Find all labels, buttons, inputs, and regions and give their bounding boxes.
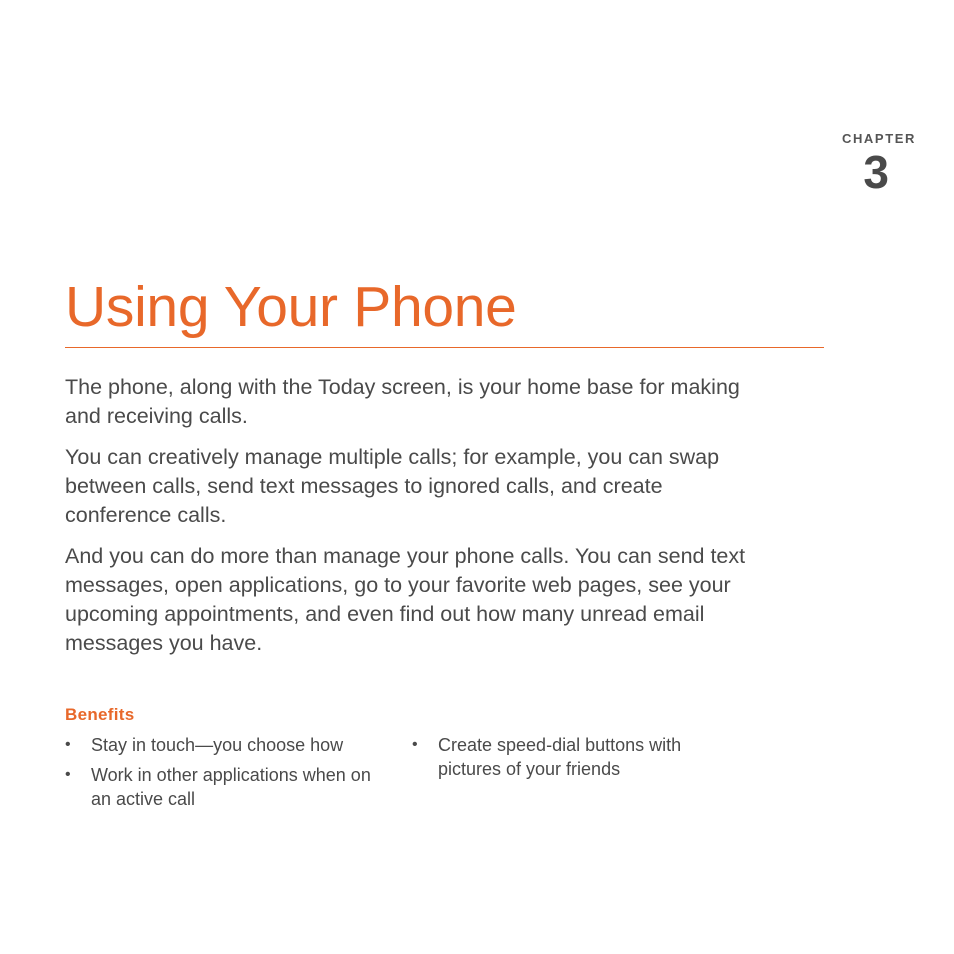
page-title: Using Your Phone — [65, 275, 517, 339]
intro-paragraph: You can creatively manage multiple calls; for example, you can swap between calls, send text messages to ignored calls, and create conference calls. — [65, 445, 720, 527]
benefit-item — [412, 733, 732, 781]
chapter-marker — [796, 130, 916, 196]
bullet-icon: • — [65, 736, 71, 753]
chapter-number: 3 — [863, 146, 889, 198]
bullet-icon: • — [65, 766, 71, 783]
title-divider — [65, 347, 824, 348]
benefits-list-left — [65, 733, 385, 817]
benefit-text: Stay in touch—you choose how — [91, 735, 344, 755]
benefit-item — [65, 733, 385, 757]
benefit-item — [65, 763, 385, 811]
chapter-label: CHAPTER — [841, 131, 916, 146]
benefit-text: Create speed-dial buttons with pictures of your friends — [438, 735, 682, 779]
bullet-icon: • — [412, 736, 418, 753]
intro-paragraph: And you can do more than manage your phone calls. You can send text messages, open applications, go to your favorite web pages, see your upcoming appointments, and even find out how many unread email messages you have. — [65, 544, 746, 655]
intro-paragraph: The phone, along with the Today screen, is your home base for making and receiving calls. — [65, 375, 740, 428]
intro-text — [65, 373, 755, 670]
benefits-heading: Benefits — [65, 705, 135, 724]
benefit-text: Work in other applications when on an active call — [91, 765, 371, 809]
benefits-list-right — [412, 733, 732, 787]
